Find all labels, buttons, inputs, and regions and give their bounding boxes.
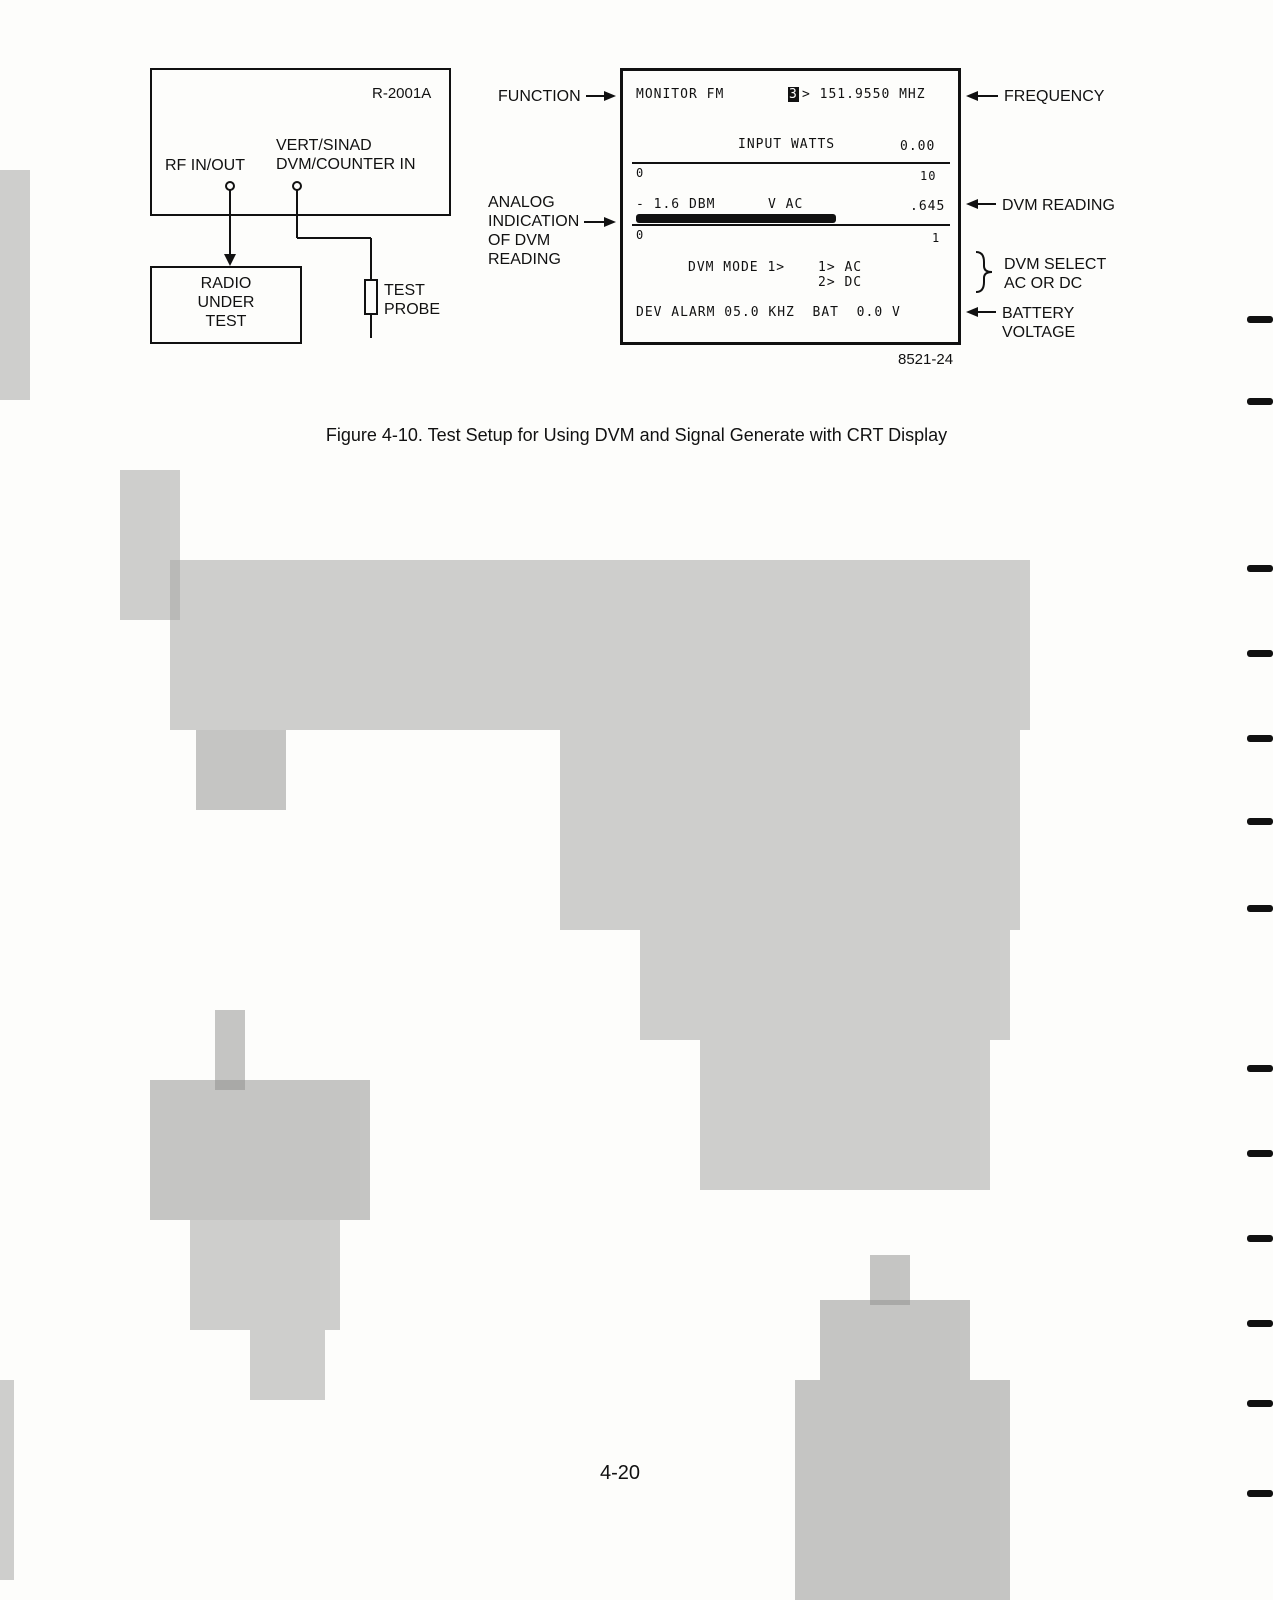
- crt-dvm-mode-label: DVM MODE 1>: [688, 260, 786, 275]
- callout-frequency: FREQUENCY: [1004, 88, 1105, 105]
- port-vert-label: VERT/SINAD DVM/COUNTER IN: [276, 137, 416, 173]
- callout-battery: BATTERY VOLTAGE: [1002, 305, 1076, 341]
- crt-bottom-line: DEV ALARM 05.0 KHZ BAT 0.0 V: [636, 305, 901, 320]
- test-probe-label: TEST PROBE: [384, 282, 441, 318]
- crt-frequency-text: > 151.9550 MHZ: [802, 87, 926, 102]
- port-rf-label: RF IN/OUT: [165, 157, 245, 174]
- crt-scale2-min: 0: [636, 228, 645, 242]
- callout-arrows: [0, 0, 1273, 360]
- crt-input-watts-value: 0.00: [900, 139, 936, 154]
- callout-function: FUNCTION: [498, 88, 581, 105]
- callout-dvm-reading: DVM READING: [1002, 197, 1115, 214]
- page-number: 4-20: [599, 1462, 641, 1484]
- callout-dvm-select: DVM SELECT AC OR DC: [1004, 256, 1107, 292]
- figure-caption: Figure 4-10. Test Setup for Using DVM and Signal Generate with CRT Display: [325, 425, 948, 445]
- crt-scale1-max: 10: [920, 169, 937, 183]
- callout-analog: ANALOG INDICATION OF DVM READING: [488, 194, 580, 268]
- crt-dvm-value: .645: [910, 199, 946, 214]
- crt-dvm-mode-ac: 1> AC: [818, 260, 863, 275]
- crt-vac-text: V AC: [768, 197, 804, 212]
- crt-scale2-max: 1: [932, 231, 941, 245]
- figure-number: 8521-24: [898, 351, 954, 368]
- crt-dbm-text: - 1.6 DBM: [636, 197, 716, 212]
- radio-under-test-label: RADIO UNDER TEST: [197, 275, 255, 330]
- device-label: R-2001A: [372, 85, 432, 102]
- crt-dvm-mode-dc: 2> DC: [818, 275, 863, 290]
- crt-function-text: MONITOR FM: [636, 87, 725, 102]
- crt-scale1-min: 0: [636, 166, 645, 180]
- crt-freq-prefix: 3: [789, 87, 798, 102]
- crt-input-watts-label: INPUT WATTS: [738, 137, 836, 152]
